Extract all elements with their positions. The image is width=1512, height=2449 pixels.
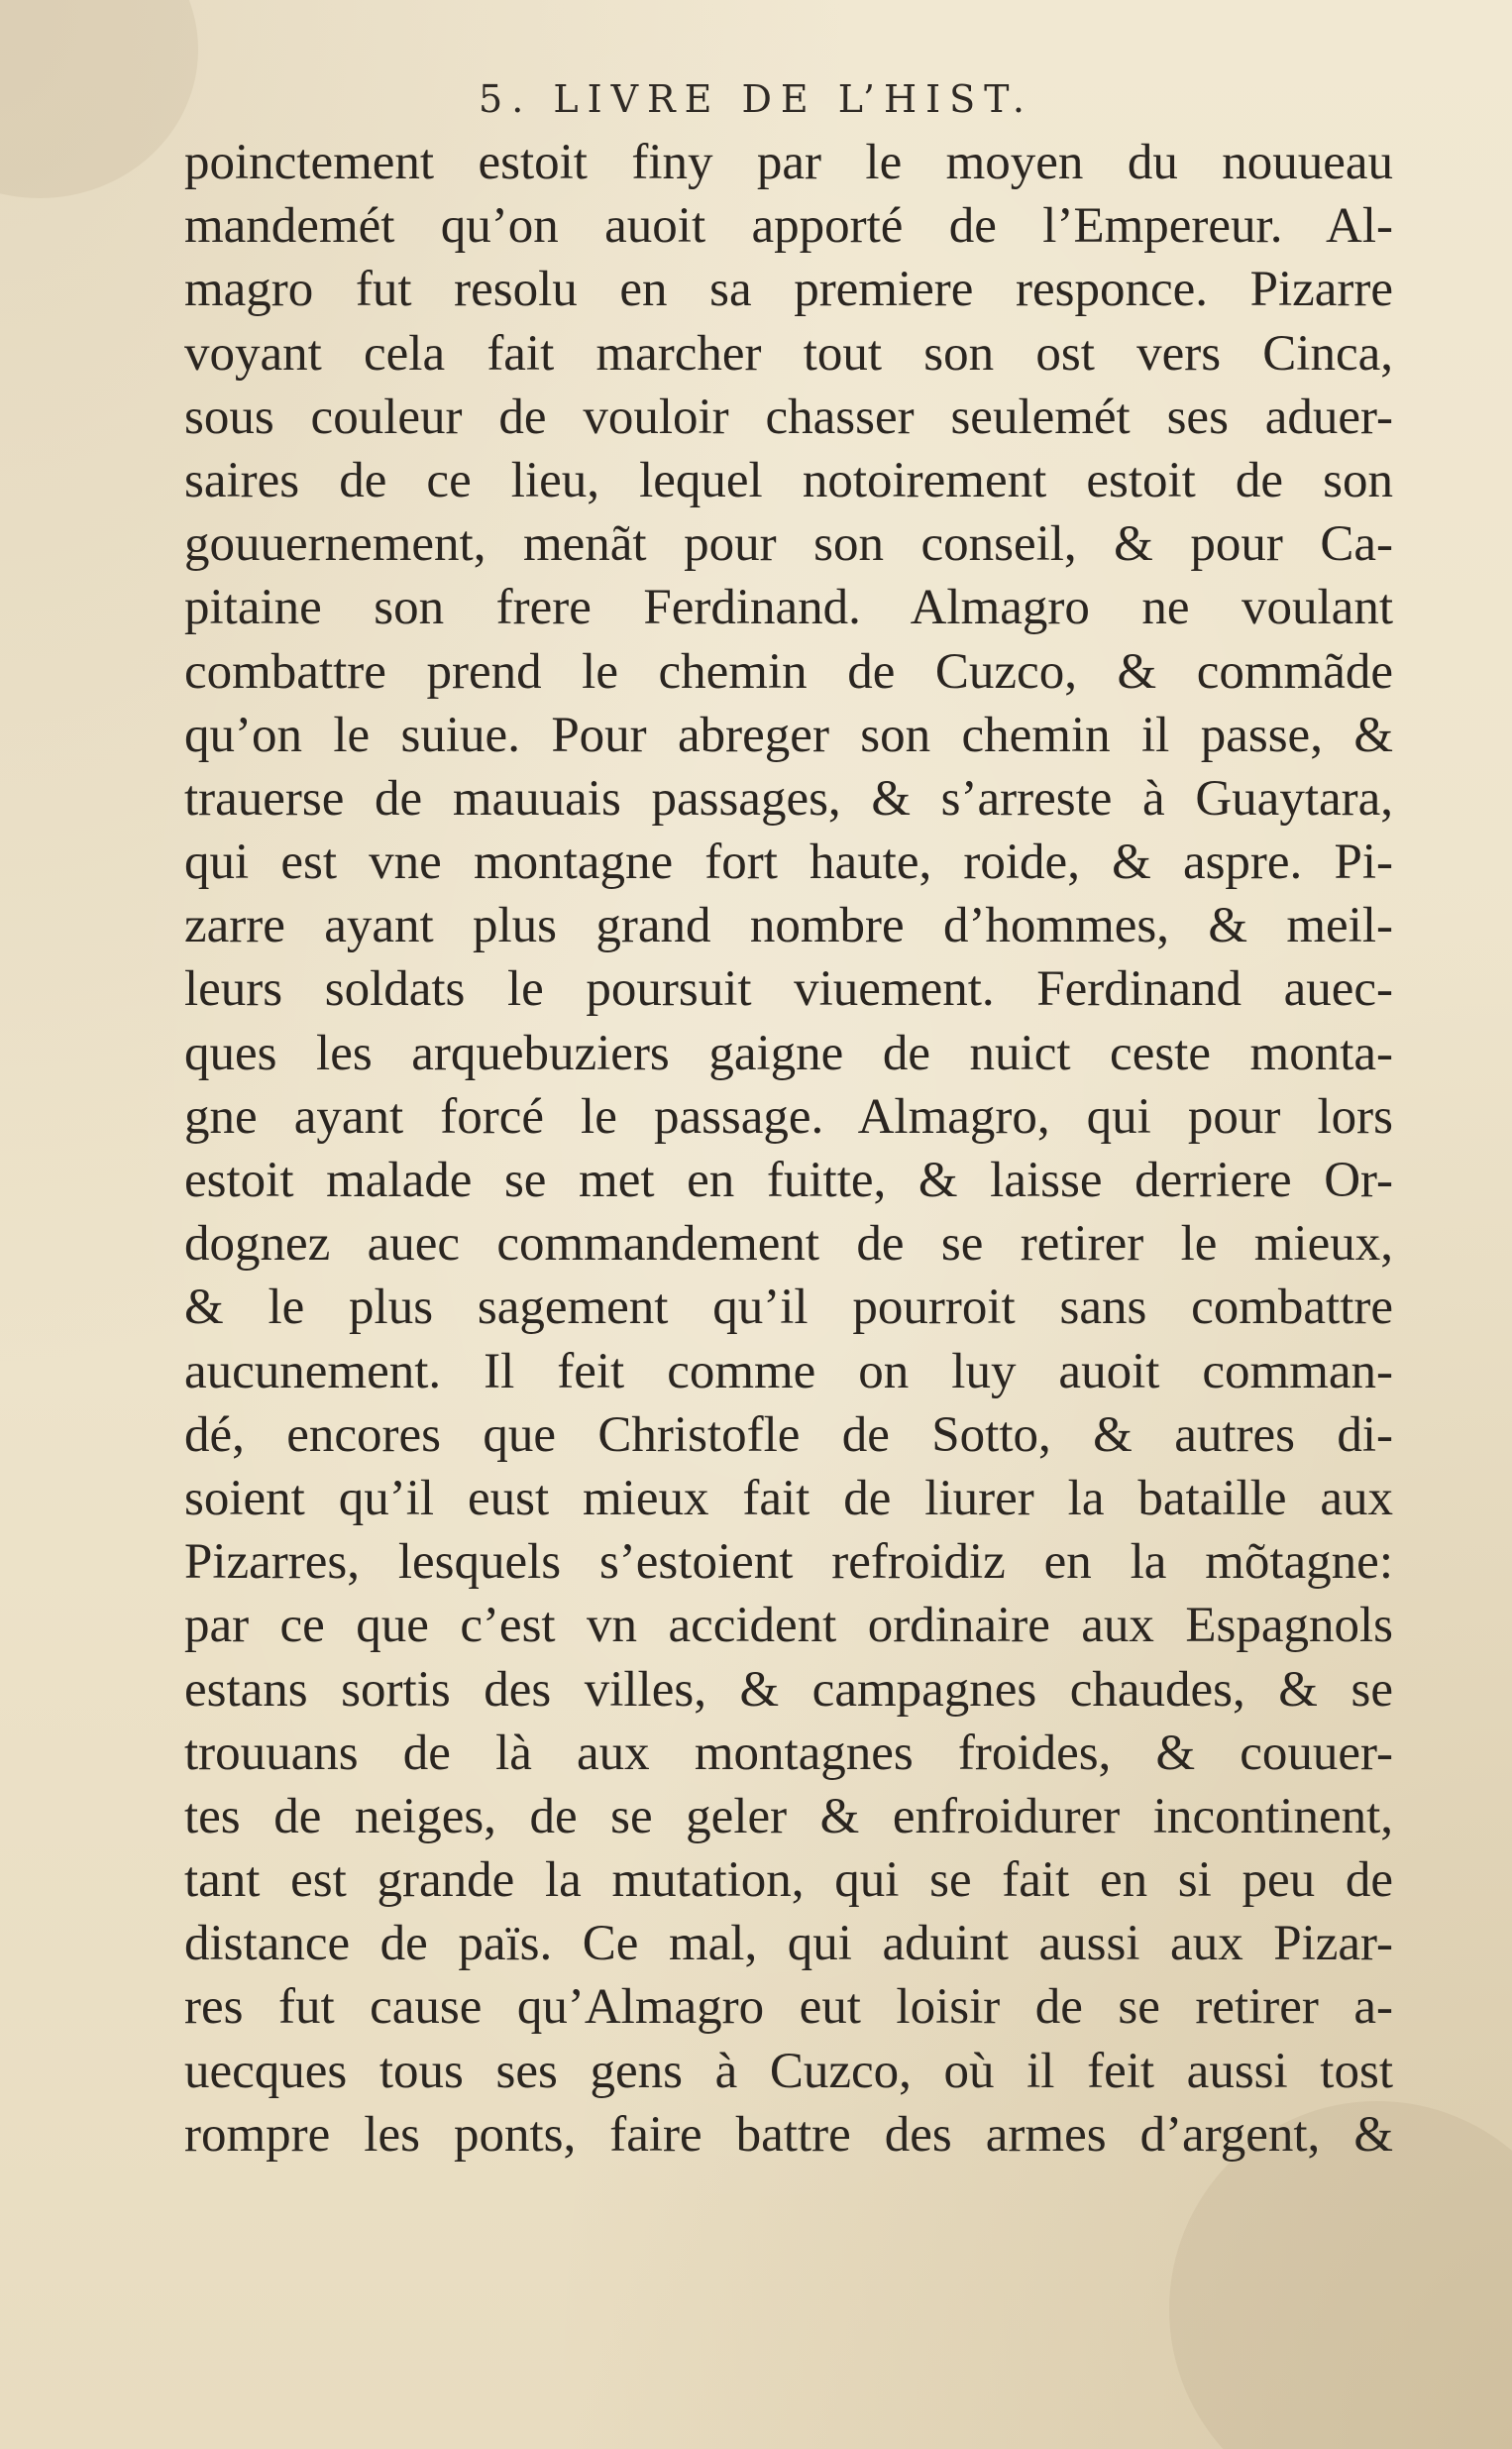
text-line: zarre ayant plus grand nombre d’hommes, & meil- <box>184 898 1393 954</box>
text-line: magro fut resolu en sa premiere responce. Pizarre <box>184 262 1393 318</box>
text-line: soient qu’il eust mieux fait de liurer la bataille aux <box>184 1470 1393 1526</box>
text-line: aucunement. Il feit comme on luy auoit comman- <box>184 1343 1393 1399</box>
text-line: res fut cause qu’Almagro eut loisir de se retirer a- <box>184 1979 1393 2036</box>
text-line: gne ayant forcé le passage. Almagro, qui pour lors <box>184 1088 1393 1145</box>
text-line: voyant cela fait marcher tout son ost vers Cinca, <box>184 325 1393 382</box>
text-line: tant est grande la mutation, qui se fait en si peu de <box>184 1852 1393 1909</box>
text-line: gouuernement, menãt pour son conseil, & pour Ca- <box>184 516 1393 573</box>
text-line: rompre les ponts, faire battre des armes d’argent, & <box>184 2106 1393 2163</box>
text-line: tes de neiges, de se geler & enfroidurer incontinent, <box>184 1788 1393 1844</box>
text-line: & le plus sagement qu’il pourroit sans combattre <box>184 1280 1393 1336</box>
text-line: trouuans de là aux montagnes froides, & couuer- <box>184 1725 1393 1781</box>
text-line: saires de ce lieu, lequel notoirement estoit de son <box>184 452 1393 508</box>
text-line: qu’on le suiue. Pour abreger son chemin il passe, & <box>184 707 1393 763</box>
text-line: qui est vne montagne fort haute, roide, & aspre. Pi- <box>184 835 1393 891</box>
text-line: distance de païs. Ce mal, qui aduint aussi aux Pizar- <box>184 1916 1393 1972</box>
text-line: dé, encores que Christofle de Sotto, & autres di- <box>184 1406 1393 1463</box>
text-line: estans sortis des villes, & campagnes chaudes, & se <box>184 1661 1393 1718</box>
text-line: par ce que c’est vn accident ordinaire aux Espagnols <box>184 1598 1393 1654</box>
text-line: poinctement estoit finy par le moyen du nouueau <box>184 135 1393 190</box>
text-line: mandemét qu’on auoit apporté de l’Empereur. Al- <box>184 198 1393 255</box>
text-line: leurs soldats le poursuit viuement. Ferdinand auec- <box>184 961 1393 1018</box>
text-line: estoit malade se met en fuitte, & laisse derriere Or- <box>184 1153 1393 1208</box>
text-line: dognez auec commandement de se retirer le mieux, <box>184 1216 1393 1273</box>
running-header: 5. LIVRE DE L’HIST. <box>479 77 1033 121</box>
body-text <box>184 131 1393 2167</box>
text-line: sous couleur de vouloir chasser seulemét ses aduer- <box>184 389 1393 445</box>
text-line: trauerse de mauuais passages, & s’arreste à Guaytara, <box>184 770 1393 827</box>
text-line: combattre prend le chemin de Cuzco, & commãde <box>184 643 1393 700</box>
text-line: pitaine son frere Ferdinand. Almagro ne voulant <box>184 580 1393 636</box>
text-line: uecques tous ses gens à Cuzco, où il feit aussi tost <box>184 2043 1393 2099</box>
text-line: ques les arquebuziers gaigne de nuict ceste monta- <box>184 1025 1393 1081</box>
text-line: Pizarres, lesquels s’estoient refroidiz en la mõtagne: <box>184 1534 1393 1591</box>
